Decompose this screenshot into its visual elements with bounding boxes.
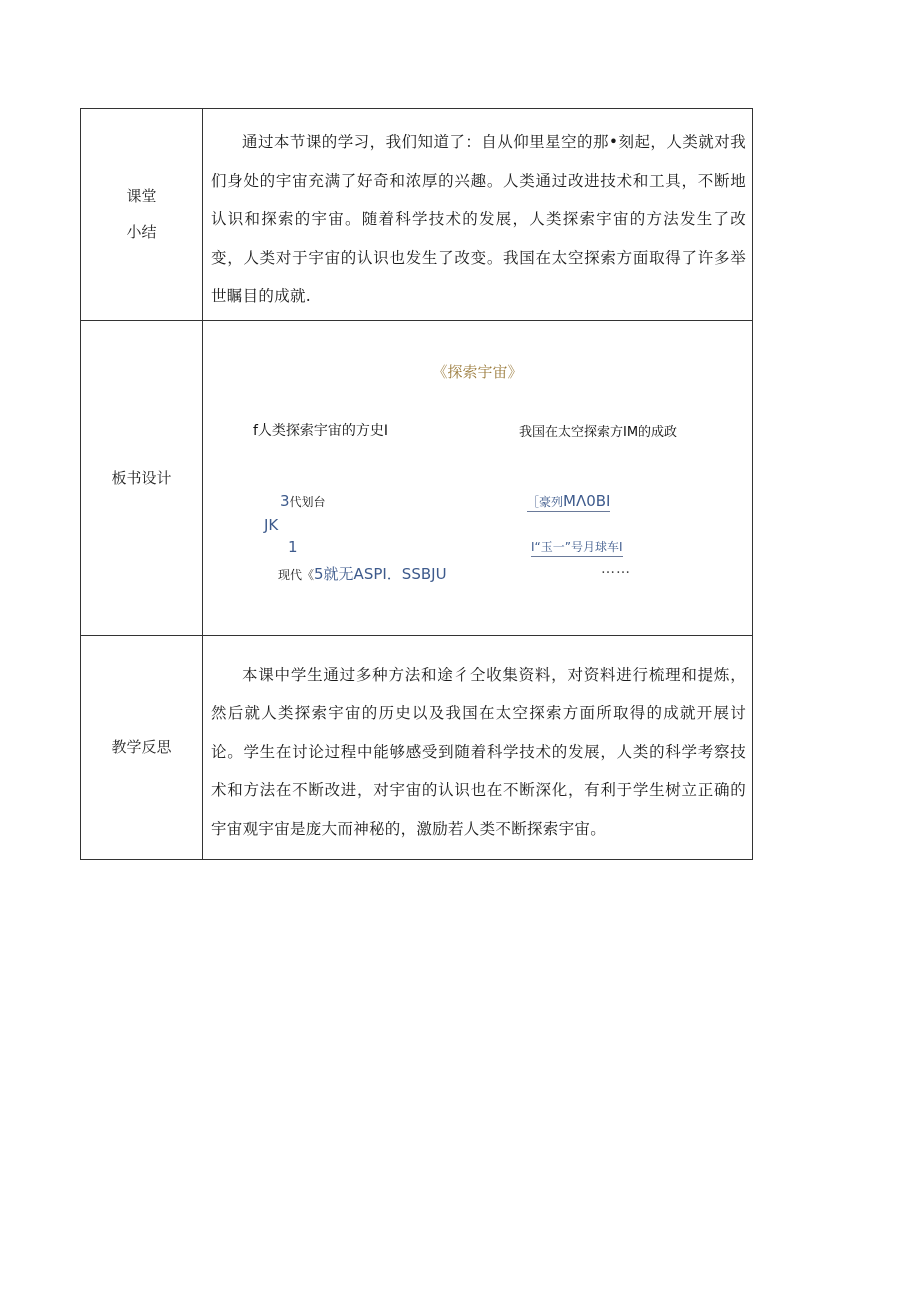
board-label: 板书设计 [81,320,203,635]
reflection-row [81,635,753,859]
board-content-cell [203,320,753,635]
summary-row [81,109,753,321]
board-right-item-1 [527,492,610,512]
board-left-item-1-text: 代划台 [289,494,326,509]
board-heading-history: f人类探索宇宙的方史I [253,422,389,439]
board-left-item-1-num: 3 [280,491,290,510]
board-left-item-1 [280,492,326,510]
summary-label [81,109,203,321]
board-heading-achievements: 我国在太空探索方IM的成政 [519,424,678,440]
summary-label-line2: 小结 [126,223,157,242]
reflection-label: 教学反思 [81,635,203,859]
board-left-item-4-text: 现代《 [278,567,315,582]
board-title: 《探索宇宙》 [432,362,523,381]
summary-text: 通过本节课的学习，我们知道了：自从仰里星空的那•刻起，人类就对我们身处的宇宙充满了好奇和浓厚的兴趣。人类通过改进技术和工具，不断地认识和探索的宇宙。随着科学技术的发展，人类探索宇宙的方法发生了改变，人类对于宇宙的认识也发生了改变。我国在太空探索方面取得了许多举世瞩目的成就. [211,133,746,305]
board-left-item-3: 1 [288,537,298,556]
board-left-item-4-code: 5就无ASPI．SSBJU [314,564,447,583]
board-right-item-2: I“玉一”号月球车I [531,538,623,557]
board-right-item-1-small: ［豪列 [527,494,564,509]
board-left-item-2: JK [264,515,279,534]
summary-label-line1: 课堂 [126,187,157,206]
reflection-text: 本课中学生通过多种方法和途彳仝收集资料，对资料进行梳理和提炼，然后就人类探索宇宙的历史以及我国在太空探索方面所取得的成就开展讨论。学生在讨论过程中能够感受到随着科学技术的发展，人类的科学考察技术和方法在不断改进，对宇宙的认识也在不断深化，有利于学生树立正确的宇宙观宇宙是庞大而神秘的，激励若人类不断探索宇宙。 [211,665,746,838]
board-left-item-4 [278,563,447,584]
board-design [203,321,752,635]
summary-content-cell [203,109,753,321]
board-right-item-1-code: MΛ0BI [563,491,611,510]
board-row [81,320,753,635]
lesson-table [80,108,753,860]
board-right-ellipsis: …… [601,560,631,577]
reflection-content-cell [203,635,753,859]
